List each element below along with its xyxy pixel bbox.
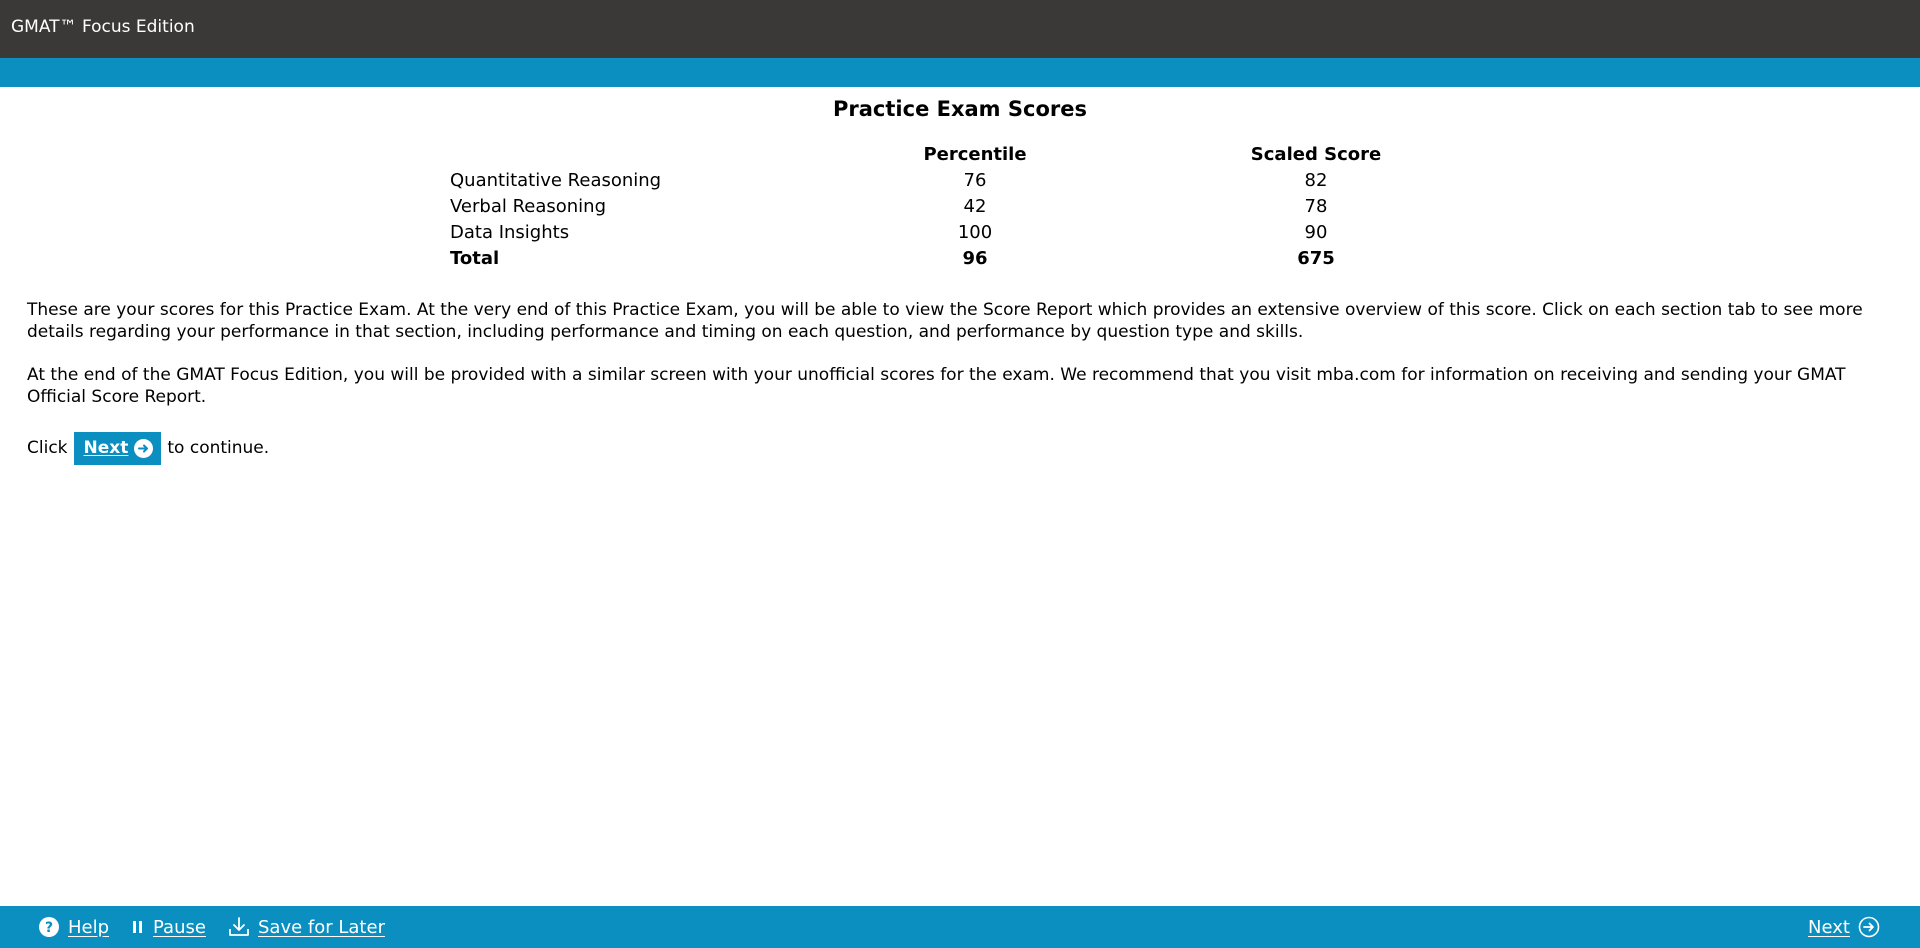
inline-next-label: Next (83, 438, 129, 458)
top-bar (0, 0, 1920, 58)
column-header-scaled-score: Scaled Score (1250, 144, 1382, 165)
click-prefix-text: Click (27, 438, 68, 458)
svg-text:?: ? (44, 920, 54, 936)
click-suffix-text: to continue. (167, 438, 270, 458)
help-circle-icon (38, 916, 60, 938)
toolbar-strip (0, 58, 1920, 87)
table-row (445, 220, 1445, 246)
next-button[interactable] (1808, 906, 1880, 948)
help-button[interactable] (38, 906, 109, 948)
score-table (445, 142, 1445, 272)
total-scaled-score-value: 675 (1297, 248, 1335, 269)
help-label: Help (68, 916, 110, 938)
row-label: Quantitative Reasoning (450, 170, 662, 191)
next-label: Next (1808, 916, 1850, 938)
row-label: Verbal Reasoning (450, 196, 607, 217)
inline-next-button[interactable] (74, 432, 162, 465)
scaled-score-value: 82 (1304, 170, 1328, 191)
info-paragraph-scores: These are your scores for this Practice Exam. At the very end of this Practice Exam, you will be able to view the Score Report which provides an extensive overview of this score. Click on each section tab to see more details regarding your performance in that section, including performance and timing on each question, and performance by question type and skills. (27, 300, 1863, 342)
percentile-value: 100 (957, 222, 993, 243)
percentile-value: 42 (963, 196, 987, 217)
table-row (445, 168, 1445, 194)
row-label: Data Insights (450, 222, 570, 243)
arrow-right-circle-icon (1858, 916, 1880, 938)
table-total-row (445, 246, 1445, 272)
column-header-percentile: Percentile (923, 144, 1027, 165)
table-header-row (445, 142, 1445, 168)
arrow-right-circle-icon (134, 439, 153, 458)
table-row (445, 194, 1445, 220)
page-title: Practice Exam Scores (833, 97, 1087, 121)
pause-label: Pause (153, 916, 206, 938)
total-label: Total (450, 248, 500, 269)
info-paragraph-official-report: At the end of the GMAT Focus Edition, you will be provided with a similar screen with your unofficial scores for the exam. We recommend that you visit mba.com for information on receiving and sending your GMAT Official Score Report. (27, 365, 1846, 407)
pause-icon (131, 919, 145, 935)
save-for-later-button[interactable] (228, 906, 385, 948)
download-icon (228, 916, 250, 938)
scaled-score-value: 90 (1304, 222, 1328, 243)
pause-button[interactable] (131, 906, 206, 948)
app-title: GMAT™ Focus Edition (11, 17, 195, 37)
percentile-value: 76 (963, 170, 987, 191)
scaled-score-value: 78 (1304, 196, 1328, 217)
save-for-later-label: Save for Later (258, 916, 385, 938)
bottom-bar (0, 906, 1920, 948)
continue-instruction (27, 432, 269, 465)
total-percentile-value: 96 (962, 248, 988, 269)
